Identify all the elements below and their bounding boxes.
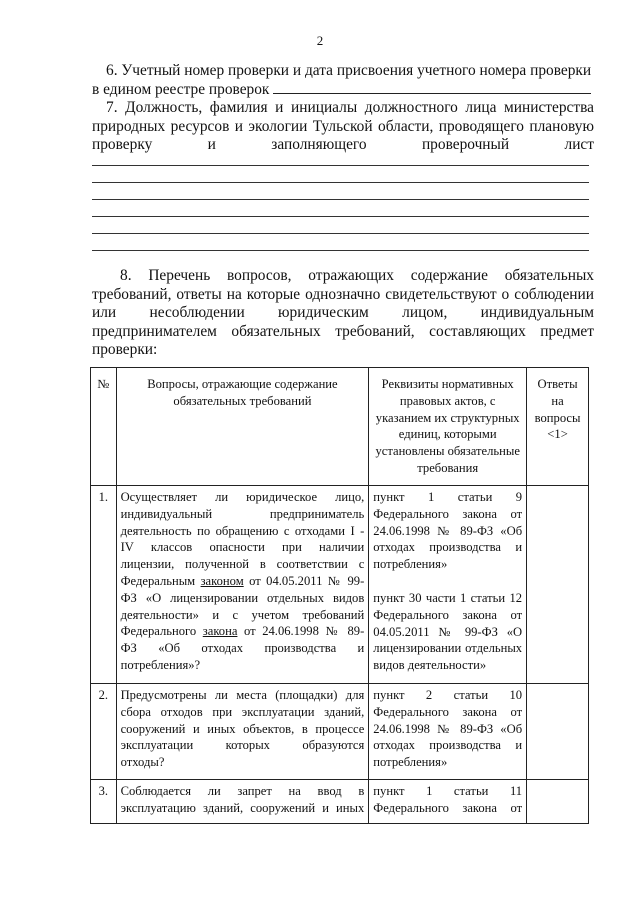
row-answer-cell[interactable] (527, 486, 589, 684)
inspector-blank-line-5[interactable] (92, 233, 589, 234)
row-requisites: пункт 1 статьи 9 Федерального закона от 24.06.1998 № 89-ФЗ «Об отходах производства и потребления» пункт 30 части 1 статьи 12 Федерального закона от 04.05.2011 № 99-ФЗ «О лицензировании отдельных видов деятельности» (369, 486, 527, 684)
row-answer-cell[interactable] (527, 780, 589, 824)
header-requisites: Реквизиты нормативных правовых актов, с указанием их структурных единиц, которыми установлены обязательные требования (369, 368, 527, 486)
item-8-line-5: проверки: (92, 341, 158, 359)
row-number: 3. (91, 780, 117, 824)
row-question: Предусмотрены ли места (площадки) для сбора отходов при эксплуатации зданий, сооружений и иных объектов, в процессе эксплуатации которых образуются отходы? (116, 684, 369, 780)
header-question: Вопросы, отражающие содержание обязательных требований (116, 368, 369, 486)
inspector-blank-line-6[interactable] (92, 250, 589, 251)
item-8-line-2: требований, ответы на которые однозначно свидетельствуют о соблюдении (92, 285, 594, 303)
item-8-line-4: предпринимателем обязательных требований, составляющих предмет (92, 322, 594, 340)
page-number: 2 (316, 33, 324, 48)
item-8 (92, 267, 594, 360)
row-number: 1. (91, 486, 117, 684)
header-number: № (91, 368, 117, 486)
table-header-row (91, 368, 589, 486)
row-question: Соблюдается ли запрет на ввод в эксплуатацию зданий, сооружений и иных (116, 780, 369, 824)
item-7-line-2: природных ресурсов и экологии Тульской области, проводящего плановую (92, 117, 594, 135)
row-answer-cell[interactable] (527, 684, 589, 780)
item-6 (92, 62, 594, 99)
item-6-line-1: 6. Учетный номер проверки и дата присвоения учетного номера проверки (106, 62, 592, 79)
item-7 (92, 99, 594, 155)
item-8-line-1: 8. Перечень вопросов, отражающих содержание обязательных (120, 267, 594, 284)
table-row (91, 486, 589, 684)
item-7-line-3: проверку и заполняющего проверочный лист (92, 136, 594, 154)
law-link-99fz[interactable]: законом (200, 573, 244, 588)
item-6-line-2: в едином реестре проверок (92, 81, 594, 100)
registry-number-blank[interactable] (273, 81, 591, 94)
item-7-line-1: 7. Должность, фамилия и инициалы должностного лица министерства (106, 99, 594, 116)
row-requisites: пункт 1 статьи 11 Федерального закона от (369, 780, 527, 824)
inspector-blank-line-2[interactable] (92, 182, 589, 183)
header-answers: Ответы на вопросы <1> (527, 368, 589, 486)
inspector-blank-line-1[interactable] (92, 165, 589, 166)
row-number: 2. (91, 684, 117, 780)
row-requisites: пункт 2 статьи 10 Федерального закона от 24.06.1998 № 89-ФЗ «Об отходах производства и потребления» (369, 684, 527, 780)
inspector-blank-line-3[interactable] (92, 199, 589, 200)
table-row (91, 684, 589, 780)
law-link-89fz[interactable]: закона (202, 624, 238, 639)
row-question: Осуществляет ли юридическое лицо, индивидуальный предприниматель деятельность по обращению с отходами I - IV классов опасности при наличии лицензии, полученной в соответствии с Федеральным законом от 04.05.2011 № 99- ФЗ «О лицензировании отдельных видов деятельности» и с учетом требований Федерального закона от 24.06.1998 № 89- ФЗ «Об отходах производства и потребления»? (116, 486, 369, 684)
inspector-blank-line-4[interactable] (92, 216, 589, 217)
checklist-table (90, 367, 589, 824)
table-row (91, 780, 589, 824)
item-8-line-3: или несоблюдении юридическим лицом, индивидуальным (92, 304, 594, 322)
